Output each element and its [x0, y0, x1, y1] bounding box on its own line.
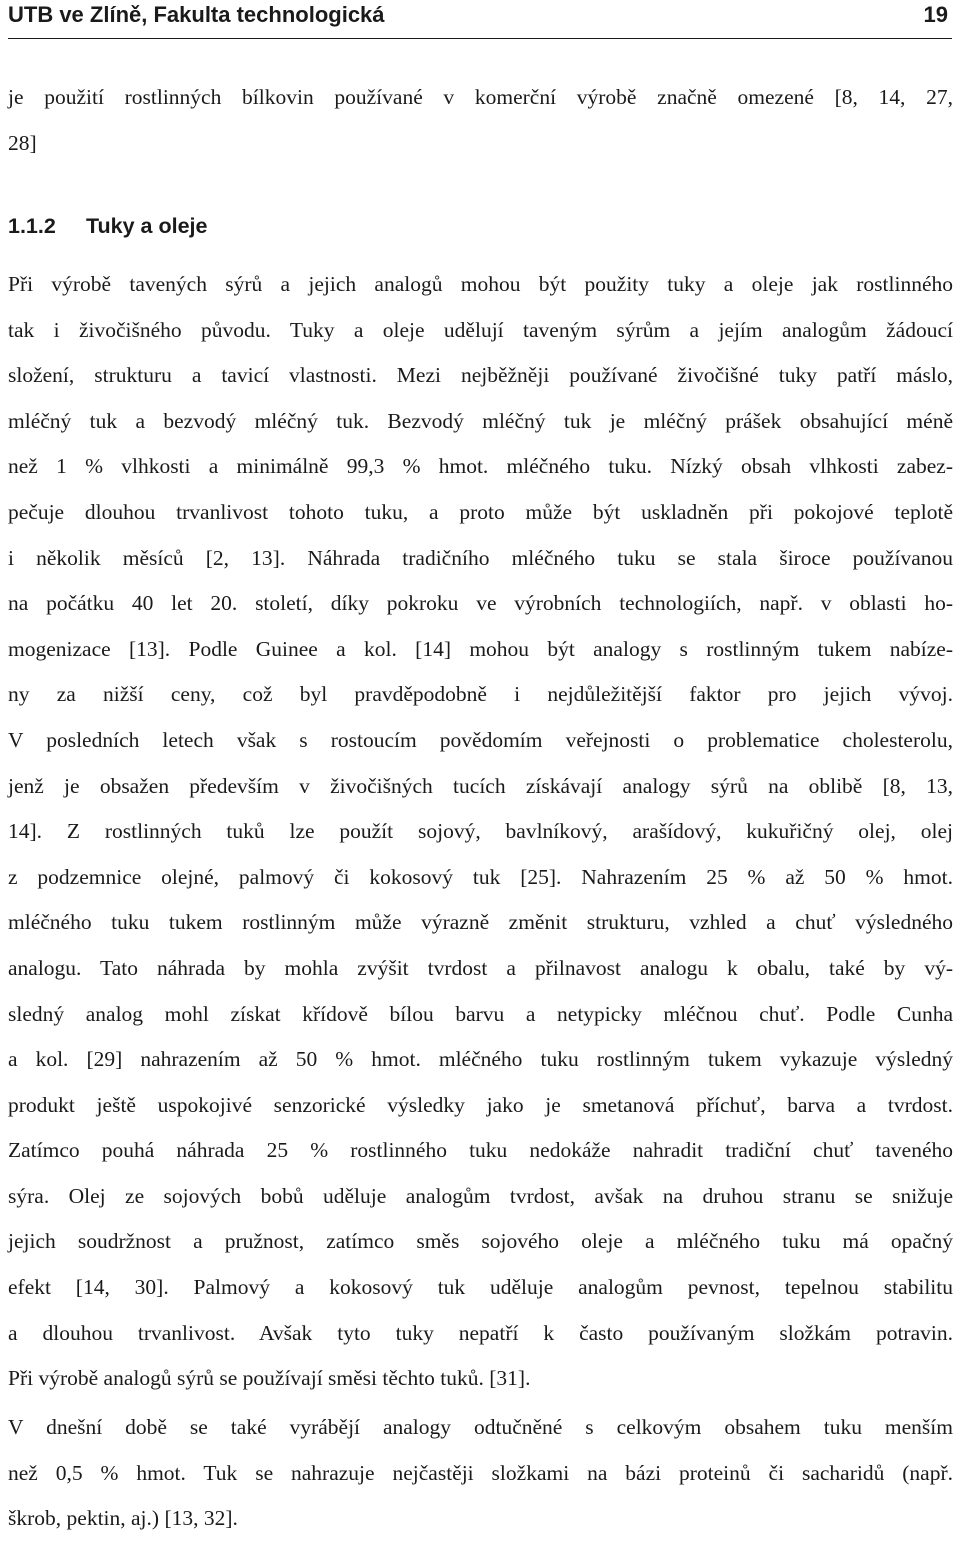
text-line: ny za nižší ceny, což byl pravděpodobně i nejdůležitější faktor pro jejich vývoj.: [8, 682, 953, 707]
text-line: Zatímco pouhá náhrada 25 % rostlinného tuku nedokáže nahradit tradiční chuť taveného: [8, 1138, 953, 1163]
text-line: a dlouhou trvanlivost. Avšak tyto tuky nepatří k často používaným složkám potravin.: [8, 1320, 953, 1345]
text-line: mogenizace [13]. Podle Guinee a kol. [14] mohou být analogy s rostlinným tukem nabíze-: [8, 636, 953, 661]
text-line: jejich soudržnost a pružnost, zatímco směs sojového oleje a mléčného tuku má opačný: [8, 1229, 953, 1254]
text-line: Při výrobě tavených sýrů a jejich analogů mohou být použity tuky a oleje jak rostlinného: [8, 272, 953, 296]
text-line: sledný analog mohl získat křídově bílou barvu a netypicky mléčnou chuť. Podle Cunha: [8, 1001, 953, 1026]
header-title: UTB ve Zlíně, Fakulta technologická: [8, 2, 385, 27]
running-header: [8, 0, 952, 39]
text-line: efekt [14, 30]. Palmový a kokosový tuk uděluje analogům pevnost, tepelnou stabilitu: [8, 1275, 953, 1300]
text-line: V dnešní době se také vyrábějí analogy odtučněné s celkovým obsahem tuku menším: [8, 1415, 953, 1439]
text-line: tak i živočišného původu. Tuky a oleje udělují taveným sýrům a jejím analogům žádoucí: [8, 317, 953, 342]
text-line: Při výrobě analogů sýrů se používají směsi těchto tuků. [31].: [8, 1366, 531, 1391]
text-line: 28]: [8, 130, 37, 155]
text-line: na počátku 40 let 20. století, díky pokroku ve výrobních technologiích, např. v oblasti ho-: [8, 591, 953, 616]
section-heading: [8, 206, 207, 246]
text-line: V posledních letech však s rostoucím povědomím veřejnosti o problematice cholesterolu,: [8, 727, 953, 752]
paragraph-fats-oils: [8, 262, 953, 1402]
text-line: složení, strukturu a tavicí vlastnosti. Mezi nejběžněji používané živočišné tuky patří máslo,: [8, 363, 953, 388]
intro-paragraph: [8, 75, 953, 166]
text-line: z podzemnice olejné, palmový či kokosový tuk [25]. Nahrazením 25 % až 50 % hmot.: [8, 864, 953, 889]
text-line: mléčný tuk a bezvodý mléčný tuk. Bezvodý mléčný tuk je mléčný prášek obsahující méně: [8, 408, 953, 433]
text-line: i několik měsíců [2, 13]. Náhrada tradičního mléčného tuku se stala široce používanou: [8, 545, 953, 570]
text-line: jenž je obsažen především v živočišných tucích získávají analogy sýrů na oblibě [8, 13,: [8, 773, 953, 798]
section-title: Tuky a oleje: [86, 214, 208, 238]
section-number: 1.1.2: [8, 214, 56, 238]
text-line: mléčného tuku tukem rostlinným může výrazně změnit strukturu, vzhled a chuť výsledného: [8, 910, 953, 935]
text-line: než 0,5 % hmot. Tuk se nahrazuje nejčastěji složkami na bázi proteinů či sacharidů (např.: [8, 1460, 953, 1485]
text-line: analogu. Tato náhrada by mohla zvýšit tvrdost a přilnavost analogu k obalu, také by vý-: [8, 955, 953, 980]
page-number: 19: [923, 2, 948, 27]
paragraph-reduced-fat: [8, 1405, 953, 1542]
text-line: a kol. [29] nahrazením až 50 % hmot. mléčného tuku rostlinným tukem vykazuje výsledný: [8, 1047, 953, 1072]
text-line: produkt ještě uspokojivé senzorické výsledky jako je smetanová příchuť, barva a tvrdost.: [8, 1092, 953, 1117]
text-line: je použití rostlinných bílkovin používané v komerční výrobě značně omezené [8, 14, 27,: [8, 85, 953, 109]
text-line: sýra. Olej ze sojových bobů uděluje analogům tvrdost, avšak na druhou stranu se snižuje: [8, 1183, 953, 1208]
text-line: 14]. Z rostlinných tuků lze použít sojový, bavlníkový, arašídový, kukuřičný olej, olej: [8, 819, 953, 844]
text-line: pečuje dlouhou trvanlivost tohoto tuku, a proto může být uskladněn při pokojové teplotě: [8, 499, 953, 524]
text-line: než 1 % vlhkosti a minimálně 99,3 % hmot. mléčného tuku. Nízký obsah vlhkosti zabez-: [8, 454, 953, 479]
text-line: škrob, pektin, aj.) [13, 32].: [8, 1506, 238, 1531]
